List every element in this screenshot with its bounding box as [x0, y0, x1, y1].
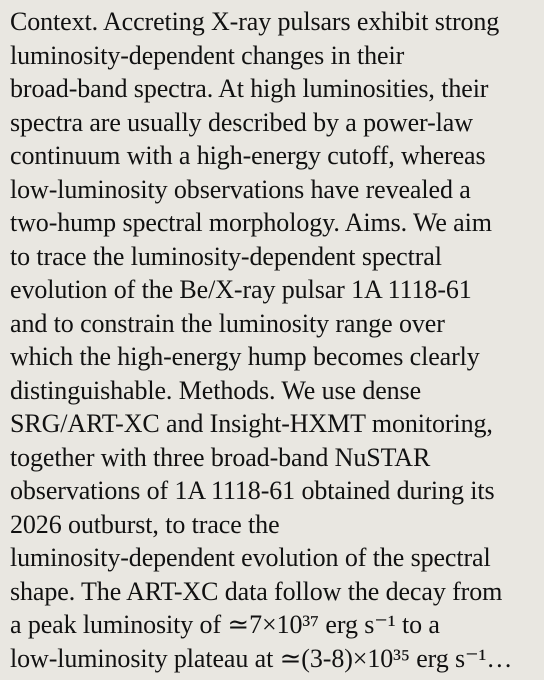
abstract-line: continuum with a high-energy cutoff, whereas [10, 141, 486, 170]
abstract-line: two-hump spectral morphology. Aims. We aim [10, 208, 492, 237]
abstract-line: luminosity-dependent changes in their [10, 40, 405, 70]
abstract-line: low-luminosity plateau at ≃(3-8)×10³⁵ erg s⁻¹… [10, 643, 513, 673]
abstract-line: low-luminosity observations have revealed a [10, 174, 471, 204]
abstract-line: evolution of the Be/X-ray pulsar 1A 1118-61 [10, 275, 472, 304]
abstract-line: shape. The ART-XC data follow the decay from [10, 576, 503, 606]
abstract-line: and to constrain the luminosity range over [10, 308, 445, 338]
abstract-text [10, 5, 540, 675]
abstract-line: Context. Accreting X-ray pulsars exhibit strong [10, 7, 500, 36]
abstract-line: SRG/ART-XC and Insight-HXMT monitoring, [10, 409, 493, 438]
abstract-line: together with three broad-band NuSTAR [10, 442, 431, 472]
abstract-line: broad-band spectra. At high luminosities, their [10, 74, 489, 103]
abstract-line: distinguishable. Methods. We use dense [10, 375, 422, 405]
abstract-line: luminosity-dependent evolution of the spectral [10, 543, 491, 572]
abstract-line: a peak luminosity of ≃7×10³⁷ erg s⁻¹ to a [10, 610, 440, 639]
abstract-line: 2026 outburst, to trace the [10, 509, 280, 539]
abstract-line: to trace the luminosity-dependent spectral [10, 241, 442, 271]
abstract-line: spectra are usually described by a power-law [10, 107, 473, 137]
abstract-line: observations of 1A 1118-61 obtained during its [10, 476, 495, 505]
abstract-line: which the high-energy hump becomes clearly [10, 342, 480, 371]
